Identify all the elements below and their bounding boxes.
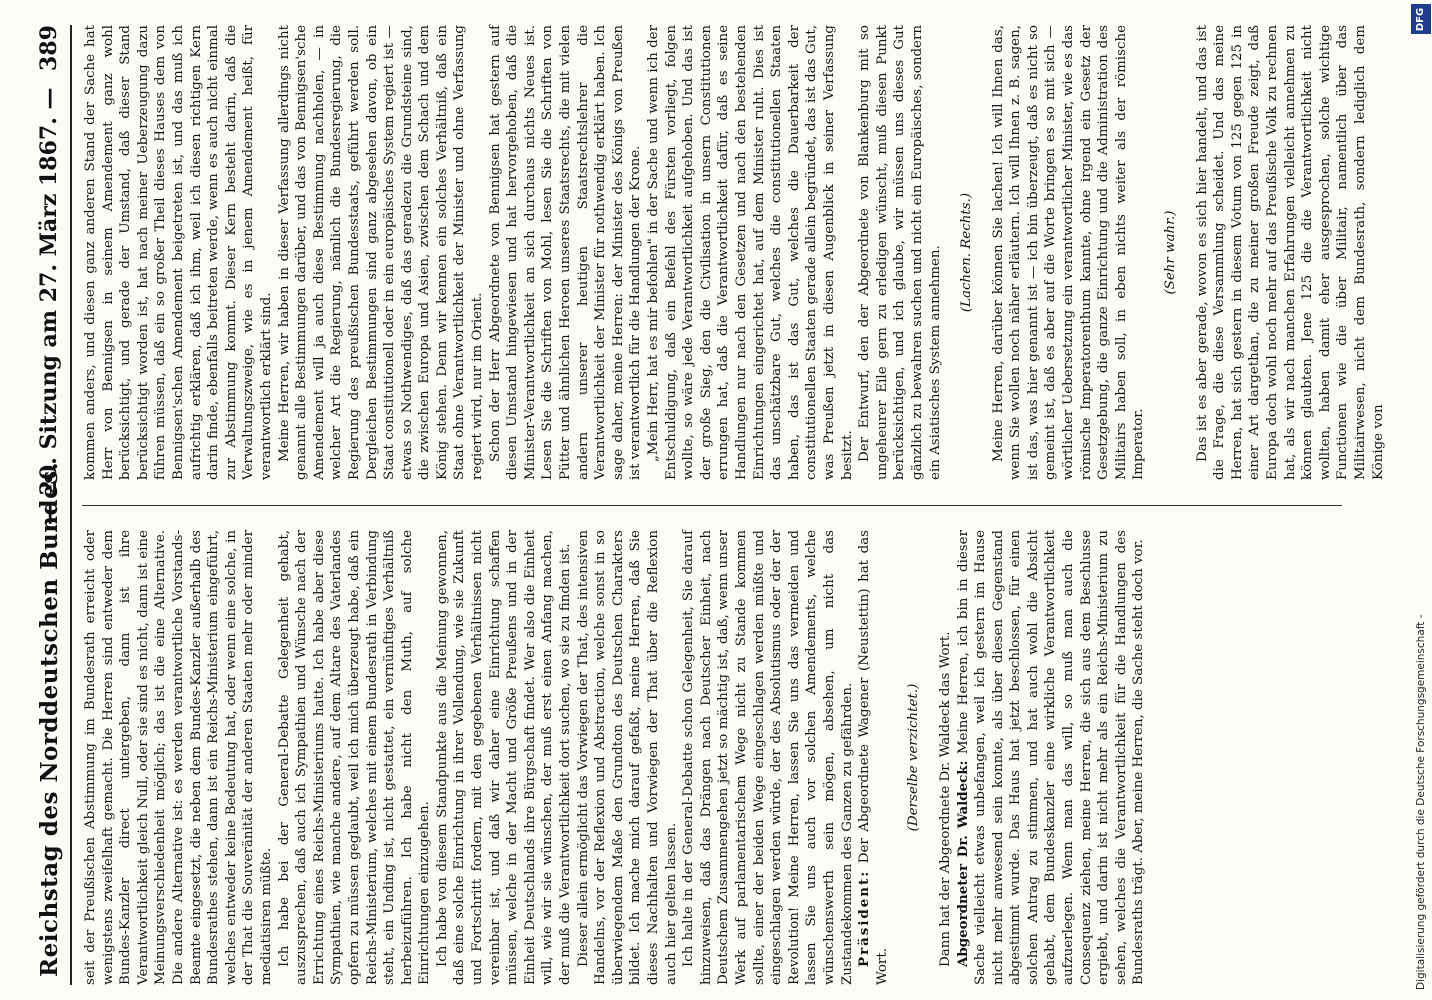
- header-publication-title: Reichstag des Norddeutschen Bundes.: [36, 461, 63, 977]
- paragraph: Ich habe von diesem Standpunkte aus die Meinung gewonnen, daß eine solche Einrichtung in ihrer Vollendung, wie sie Zukunft und Fortschritt fordern, mit den gegebenen Verhältnissen nicht vereinbar ist, und daß wir daher eine Einrichtung schaffen müssen, welche in der Macht und Größe Preußens und in der Einheit Deutschlands ihre Bürgschaft findet. Wer also die Einheit will, wie wir sie wünschen, der muß erst einen Anfang machen, der muß die Verantwortlichkeit dort suchen, wo sie zu finden ist.: [434, 530, 574, 985]
- president-remark: [856, 530, 891, 985]
- paragraph: Der Entwurf, den der Abgeordnete von Blankenburg mit so ungeheurer Eile gern zu erledigen wünscht, muß diesen Punkt berücksichtigen, und ich glaube, wir müssen uns dieses Gut gänzlich zu bewahren suchen und nicht ein Europäisches, sondern ein Asiatisches System annehmen.: [857, 25, 943, 480]
- stage-direction: (Sehr wahr.): [1163, 210, 1179, 295]
- stage-direction: (Derselbe verzichtet.): [906, 683, 922, 832]
- paragraph: „Mein Herr, hat es mir befohlen" in der Sache und wenn ich der Entschuldigung, daß ein Befehl des Fürsten vorliegt, folgen wollte, so wäre jede Verantwortlichkeit aufgehoben. Und das ist der große Sieg, den die Civilisation in unsern Constitutionen errungen hat, daß die Verantwortlichkeit dafür, daß es seine Handlungen nur nach den Gesetzen und nach den bestehenden Einrichtungen eingerichtet hat, auf dem Minister ruht. Dies ist das unschätzbare Gut, welches die constitutionellen Staaten haben, das ist das Gut, welches die Dauerbarkeit der constitutionellen Staaten gerade allein begründet, das ist das Gut, was Preußen jetzt in diesen Augenblick in seiner Verfassung besitzt.: [646, 25, 855, 480]
- stage-direction: (Lachen. Rechts.): [959, 192, 975, 313]
- president-text: Der Abgeordnete Wagener (Neustettin) hat das Wort.: [857, 530, 890, 985]
- right-column: [82, 25, 1386, 480]
- paragraph: Ich habe bei der General-Debatte Gelegenheit gehabt, auszusprechen, daß auch ich Sympathien und Wünsche nach der Errichtung eines Reichs-Ministeriums hatte. Ich habe aber diese Sympathien, wie manche andere, auf dem Altare des Vaterlandes opfern zu müssen geglaubt, weil ich mich überzeugt habe, daß ein Reichs-Ministerium, welches mit einem Bundesrath in Verbindung steht, ein Unding ist, nicht gestattet, ein vernünftiges Verhältniß herbeizuführen. Ich habe nicht den Muth, auf solche Einrichtungen einzugehen.: [276, 530, 433, 985]
- paragraph: Dieser allein ermöglicht das Vorwiegen der That, des intensiven Handelns, vor der Reflexion und Abstraction, welche sonst in so überwiegendem Maße den Grundton des Deutschen Charakters bildet. Ich mache mich darauf gefaßt, meine Herren, daß Sie dieses Nachhalten und Vorwiegen der That über die Reflexion auch hier gelten lassen.: [575, 530, 679, 985]
- speaker-label: Abgeordneter Dr. Waldeck:: [954, 760, 971, 967]
- paragraph: kommen anders, und diesen ganz anderen Stand der Sache hat Herr von Bennigsen in seinem Amendement ganz wohl berücksichtigt, und gerade der Umstand, daß dieser Stand berücksichtigt worden ist, hat nach meiner Ueberzeugung dazu führen müssen, daß ein so großer Theil dieses Hauses dem von Bennigsen'schen Amendement beigetreten ist, und das muß ich aufrichtig erklären, daß ich ihm, weil ich diesen richtigen Kern darin finde, ebenfalls beitreten werde, wenn es auch nicht einmal zur Abstimmung kommt. Dieser Kern besteht darin, daß die Verwaltungszweige, wie es in jenem Amendement heißt, für verantwortlich erklärt sind.: [83, 25, 274, 480]
- paragraph: Dann hat der Abgeordnete Dr. Waldeck das Wort.: [937, 631, 953, 967]
- president-label: Präsident:: [856, 869, 873, 967]
- header-rule: [70, 25, 72, 985]
- paragraph: Meine Herren, darüber können Sie lachen! Ich will Ihnen das, wenn Sie wollen noch näher erläutern. Ich will Ihnen z. B. sagen, ist das, was hier genannt ist — ich bin überzeugt, daß es nicht so gemeint ist, daß es aber auf die Worte bringen es so mit sich — wörtlicher Uebersetzung ein verantwortlicher Minister, wie es das römische Imperatorenthum kannte, ohne irgend ein Gesetz der Gesetzgebung, die ganze Einrichtung und die Administration des Militairs haben soll, in eben nichts weiter als der römische Imperator.: [990, 25, 1147, 480]
- speech: [955, 530, 1149, 985]
- header-page-number: 389: [36, 25, 62, 71]
- left-column: [82, 530, 1352, 985]
- paragraph: Ich halte in der General-Debatte schon Gelegenheit, Sie darauf hinzuweisen, daß das Drängen nach Deutscher Einheit, nach Deutschem Zusammengehen jetzt so mächtig ist, daß, wenn unser Werk auf parlamentarischem Wege nicht zu Stande kommen sollte, einer der beiden Wege eingeschlagen werden müßte und eingeschlagen werden würde, der des Absolutismus oder der der Revolution! Meine Herren, lassen Sie uns das vermeiden und lassen Sie uns auch vor solchen Amendements, welche wünschenswerth sein mögen, absehen, um nicht das Zustandekommen des Ganzen zu gefährden.: [681, 530, 855, 985]
- column-divider: [82, 505, 1342, 506]
- running-header: [30, 25, 74, 985]
- paragraph: Schon der Herr Abgeordnete von Bennigsen hat gestern auf diesen Umstand hingewiesen und hat hervorgehoben, daß die Minister-Verantwortlichkeit an sich durchaus nichts Neues ist. Lesen Sie die Schriften von Mohl, lesen Sie die Schriften von Pütter und ähnlichen Heroen unseres Staatsrechts, die mit vielen andern unserer heutigen Staatsrechtslehrer die Verantwortlichkeit der Minister für nothwendig erklärt haben. Ich sage daher, meine Herren: der Minister des Königs von Preußen ist verantwortlich für die Handlungen der Krone.: [487, 25, 644, 480]
- dfg-logo: [1411, 4, 1431, 34]
- rotated-document-page: [30, 25, 1386, 985]
- digitization-credit: Digitalisierung gefördert durch die Deutsche Forschungsgemeinschaft -: [1415, 614, 1427, 990]
- dfg-logo-text: DFG: [1415, 7, 1427, 31]
- paragraph: Meine Herren, wir haben in dieser Verfassung allerdings nicht genannt alle Bestimmungen darüber, und das von Bennigsen'sche Amendement will ja auch diese Bestimmung nachholen, — in welcher Art die Regierung, nämlich die Bundesregierung, die Regierung des preußischen Bundesstaats, geführt werden soll. Dergleichen Bestimmungen sind ganz abgesehen davon, ob ein Staat constitutionell oder in ein europäisches System regiert ist — etwas so Nothwendiges, daß das geradezu die Grundsteine sind, die zwischen Europa und Asien, zwischen dem Schach und dem König stehen. Denn wir kennen ein solches Verhältniß, daß ein Staat ohne Verantwortlichkeit der Minister und ohne Verfassung regiert wird, nur im Orient.: [276, 25, 486, 480]
- header-session-date: — 20. Sitzung am 27. März 1867. —: [36, 87, 62, 525]
- paragraph: Das ist es aber gerade, wovon es sich hier handelt, und das ist die Frage, die diese Versammlung scheidet. Und das meine Herren, hat sich gestern in diesem Votum von 125 gegen 125 in einer Art dargethan, die zu meiner großen Freude zeigt, daß Europa doch wohl noch mehr auf das Preußische Volk zu rechnen hat, als wir nach manchen Erfahrungen vielleicht annehmen zu können glaubten. Jene 125 die die Verantwortlichkeit nicht wollten, haben damit eher ausgesprochen, solche wichtige Functionen wie die über Militair, namentlich über das Militairwesen, nicht dem Bundesrath, sondern lediglich dem Könige von: [1194, 25, 1386, 480]
- paragraph: seit der Preußischen Abstimmung im Bundesrath erreicht oder wenigstens zweifelhaft gemacht. Die Herren sind entweder dem Bundes-Kanzler direct untergeben, dann ist ihre Verantwortlichkeit gleich Null, oder sie sind es nicht, dann ist eine Meinungsverschiedenheit möglich; das ist die eine Alternative. Die andere Alternative ist: es werden verantwortliche Vorstands-Beamte eingesetzt, die neben dem Bundes-Kanzler außerhalb des Bundesrathes stehen, dann ist ein Reichs-Ministerium eingeführt, welches entweder keine Bedeutung hat, oder wenn eine solche, in der That die Souveränität der anderen Staaten mehr oder minder mediatisiren müßte.: [83, 530, 274, 985]
- speech-text: Meine Herren, ich bin in dieser Sache vielleicht etwas unbefangen, weil ich gestern im Hause nicht mehr anwesend sein konnte, als über diesen Gegenstand abgestimmt wurde. Das Haus hat jetzt beschlossen, für einen solchen Antrag zu stimmen, und hat auch wohl die Absicht gehabt, dem Bundeskanzler eine wirkliche Verantwortlichkeit aufzuerlegen. Wenn man das will, so muß man auch die Consequenz ziehen, meine Herren, die sich aus dem Beschlusse ergiebt, und darin ist nicht mehr als ein Reichs-Ministerium zu sehen, welches die Verantwortlichkeit für die Handlungen des Bundesraths trägt. Aber, meine Herren, die Sache steht doch vor.: [955, 530, 1147, 985]
